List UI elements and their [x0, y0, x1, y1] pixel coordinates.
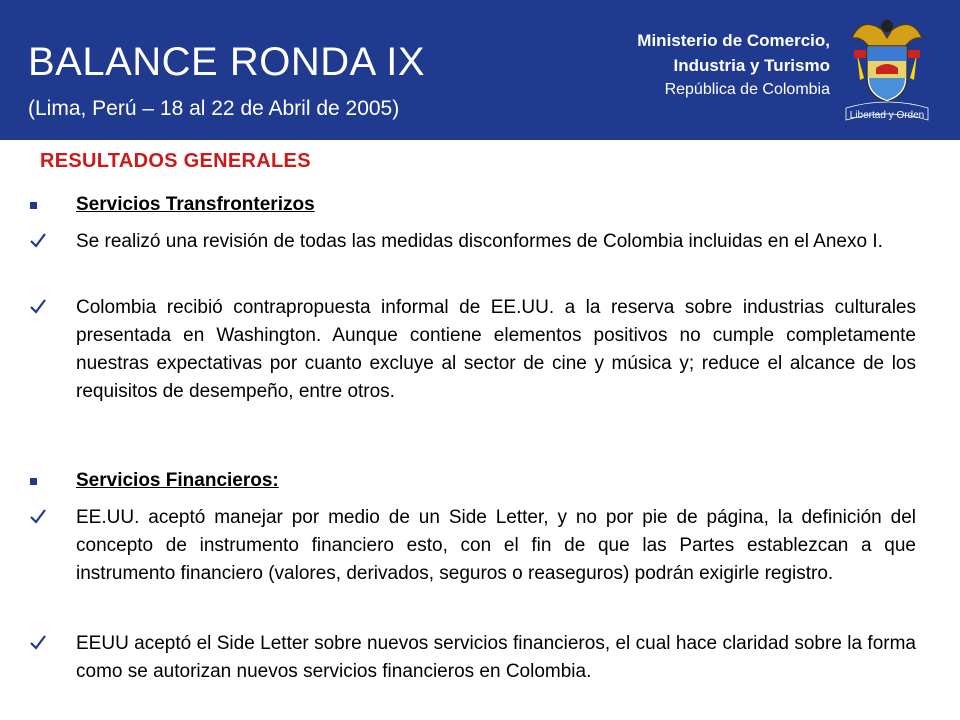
checkmark-icon: [28, 296, 48, 316]
item-text: Se realizó una revisión de todas las medidas disconformes de Colombia incluidas en el Anexo I.: [76, 231, 883, 252]
section-heading: RESULTADOS GENERALES: [40, 150, 311, 172]
checkmark-icon: [28, 230, 48, 250]
header-banner: [0, 0, 960, 140]
page-subtitle: (Lima, Perú – 18 al 22 de Abril de 2005): [28, 97, 400, 120]
ministry-line-2: Industria y Turismo: [673, 56, 830, 75]
section-heading-text: Servicios Transfronterizos: [76, 194, 315, 215]
coat-of-arms-icon: [842, 8, 932, 128]
page-title: BALANCE RONDA IX: [28, 40, 426, 84]
ministry-line-3: República de Colombia: [664, 81, 830, 98]
square-bullet-icon: [30, 202, 37, 209]
ministry-line-1: Ministerio de Comercio,: [637, 31, 830, 50]
item-text: Colombia recibió contrapropuesta informal de EE.UU. a la reserva sobre industrias culturales presentada en Washington. Aunque contiene elementos positivos no cumple completamente nuestras expectativas por cuanto excluye al sector de cine y música y; reduce el alcance de los requisitos de desempeño, entre otros.: [76, 297, 916, 402]
ministry-block: [637, 28, 830, 102]
item-text: EE.UU. aceptó manejar por medio de un Side Letter, y no por pie de página, la definición del concepto de instrumento financiero esto, con el fin de que las Partes establezcan a que instrumento financiero (valores, derivados, seguros o reaseguros) podrán exigirle registro.: [76, 507, 916, 584]
checkmark-icon: [28, 506, 48, 526]
section-heading-text: Servicios Financieros:: [76, 470, 279, 491]
square-bullet-icon: [30, 478, 37, 485]
item-text: EEUU aceptó el Side Letter sobre nuevos servicios financieros, el cual hace claridad sobre la forma como se autorizan nuevos servicios financieros en Colombia.: [76, 633, 916, 682]
emblem-motto: Libertad y Orden: [849, 110, 925, 121]
checkmark-icon: [28, 632, 48, 652]
